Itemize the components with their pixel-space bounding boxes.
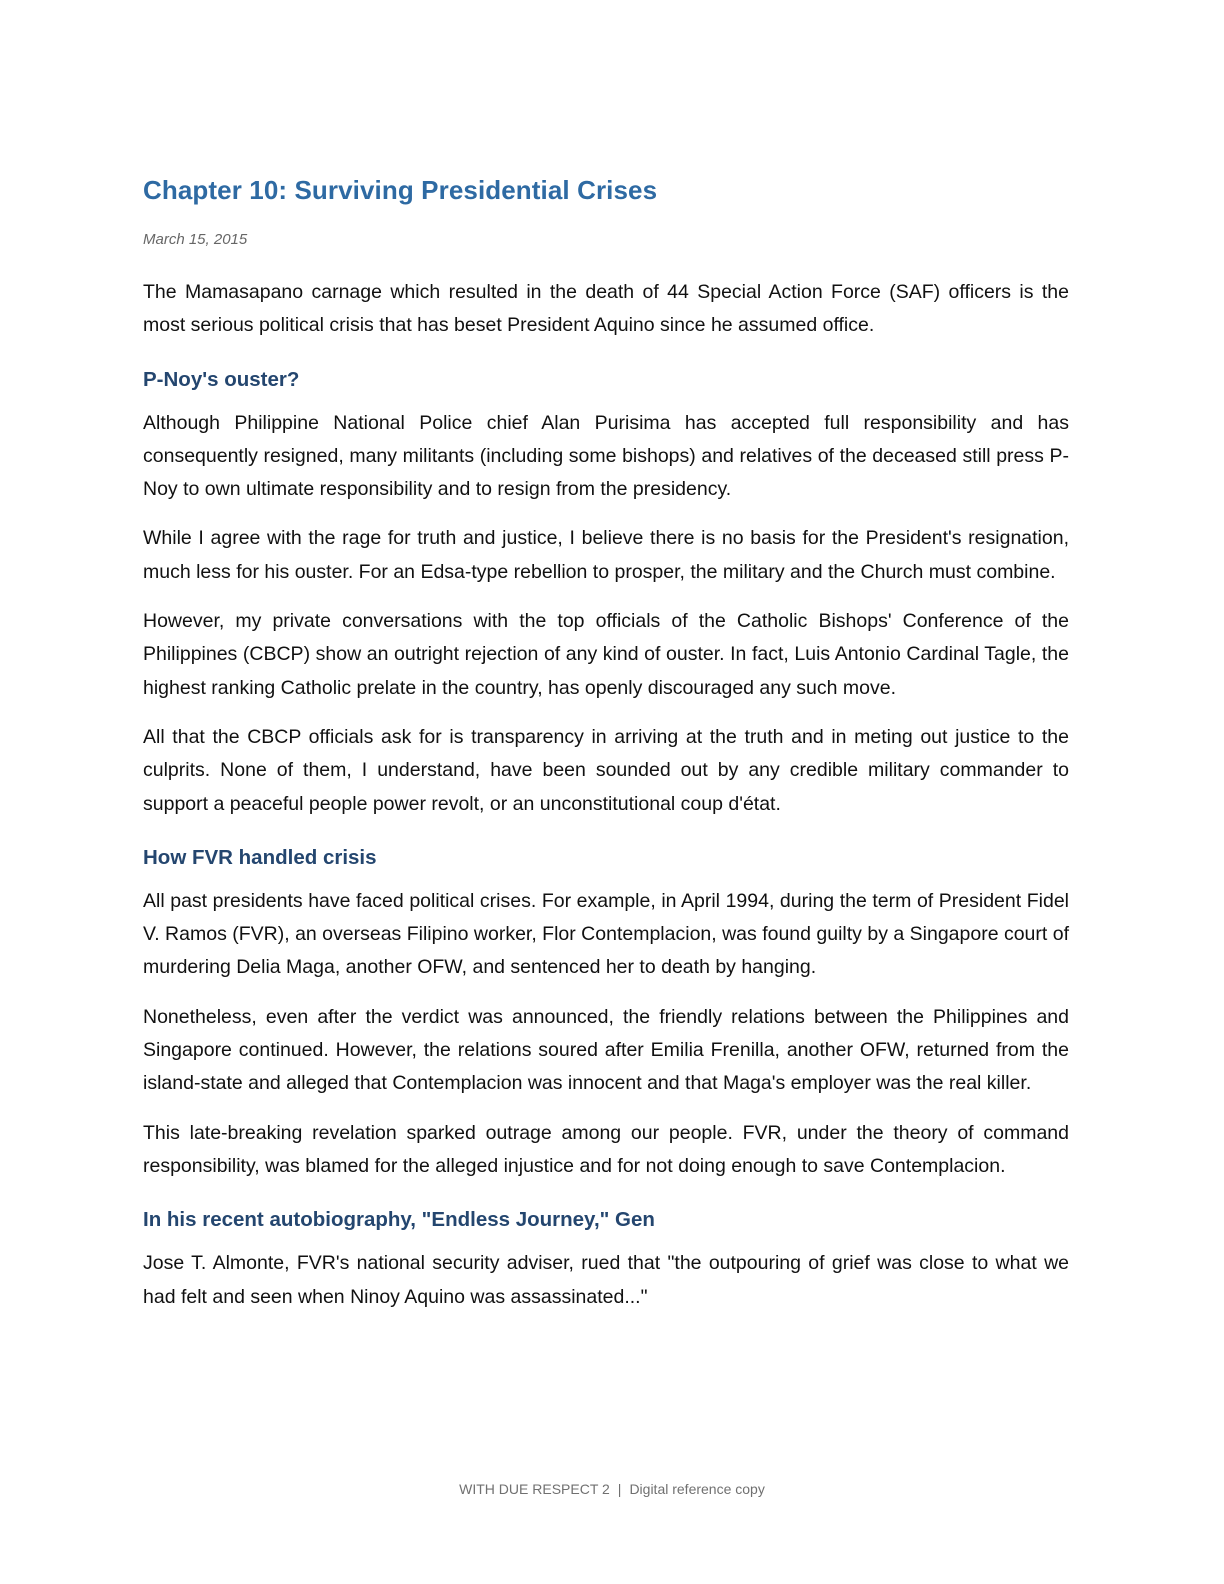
footer-book-title: WITH DUE RESPECT 2 bbox=[459, 1481, 610, 1497]
document-page bbox=[143, 172, 1069, 1314]
body-paragraph: Nonetheless, even after the verdict was announced, the friendly relations between the Philippines and Singapore continued. However, the relations soured after Emilia Frenilla, another OFW, returned from the island-state and alleged that Contemplacion was innocent and that Maga's employer was the real killer. bbox=[143, 1005, 1069, 1095]
publication-date: March 15, 2015 bbox=[143, 231, 248, 248]
body-paragraph: However, my private conversations with the top officials of the Catholic Bishops' Conference of the Philippines (CBCP) show an outright rejection of any kind of ouster. In fact, Luis Antonio Cardinal Tagle, the highest ranking Catholic prelate in the country, has openly discouraged any such move. bbox=[143, 610, 1069, 699]
body-paragraph: All that the CBCP officials ask for is transparency in arriving at the truth and in meting out justice to the culprits. None of them, I understand, have been sounded out by any credible military commander to support a peaceful people power revolt, or an unconstitutional coup d'état. bbox=[143, 725, 1069, 815]
chapter-title: Chapter 10: Surviving Presidential Crises bbox=[143, 175, 658, 205]
section-heading: In his recent autobiography, "Endless Journey," Gen bbox=[143, 1208, 655, 1232]
page-footer bbox=[0, 1479, 1224, 1499]
body-paragraph: While I agree with the rage for truth and justice, I believe there is no basis for the President's resignation, much less for his ouster. For an Edsa-type rebellion to prosper, the military and the Church must combine. bbox=[143, 527, 1069, 583]
body-paragraph: All past presidents have faced political crises. For example, in April 1994, during the term of President Fidel V. Ramos (FVR), an overseas Filipino worker, Flor Contemplacion, was found guilty by a Singapore court of murdering Delia Maga, another OFW, and sentenced her to death by hanging. bbox=[143, 889, 1069, 979]
body-paragraph: Jose T. Almonte, FVR's national security adviser, rued that "the outpouring of grief was close to what we had felt and seen when Ninoy Aquino was assassinated..." bbox=[143, 1252, 1069, 1308]
section-heading: P-Noy's ouster? bbox=[143, 367, 300, 391]
intro-paragraph: The Mamasapano carnage which resulted in the death of 44 Special Action Force (SAF) officers is the most serious political crisis that has beset President Aquino since he assumed office. bbox=[143, 281, 1069, 337]
footer-note: Digital reference copy bbox=[629, 1481, 765, 1497]
footer-separator: | bbox=[617, 1481, 622, 1497]
body-paragraph: This late-breaking revelation sparked outrage among our people. FVR, under the theory of command responsibility, was blamed for the alleged injustice and for not doing enough to save Contemplacion. bbox=[143, 1121, 1069, 1177]
section-heading: How FVR handled crisis bbox=[143, 845, 377, 869]
body-paragraph: Although Philippine National Police chief Alan Purisima has accepted full responsibility and has consequently resigned, many militants (including some bishops) and relatives of the deceased still press P-Noy to own ultimate responsibility and to resign from the presidency. bbox=[143, 411, 1069, 501]
